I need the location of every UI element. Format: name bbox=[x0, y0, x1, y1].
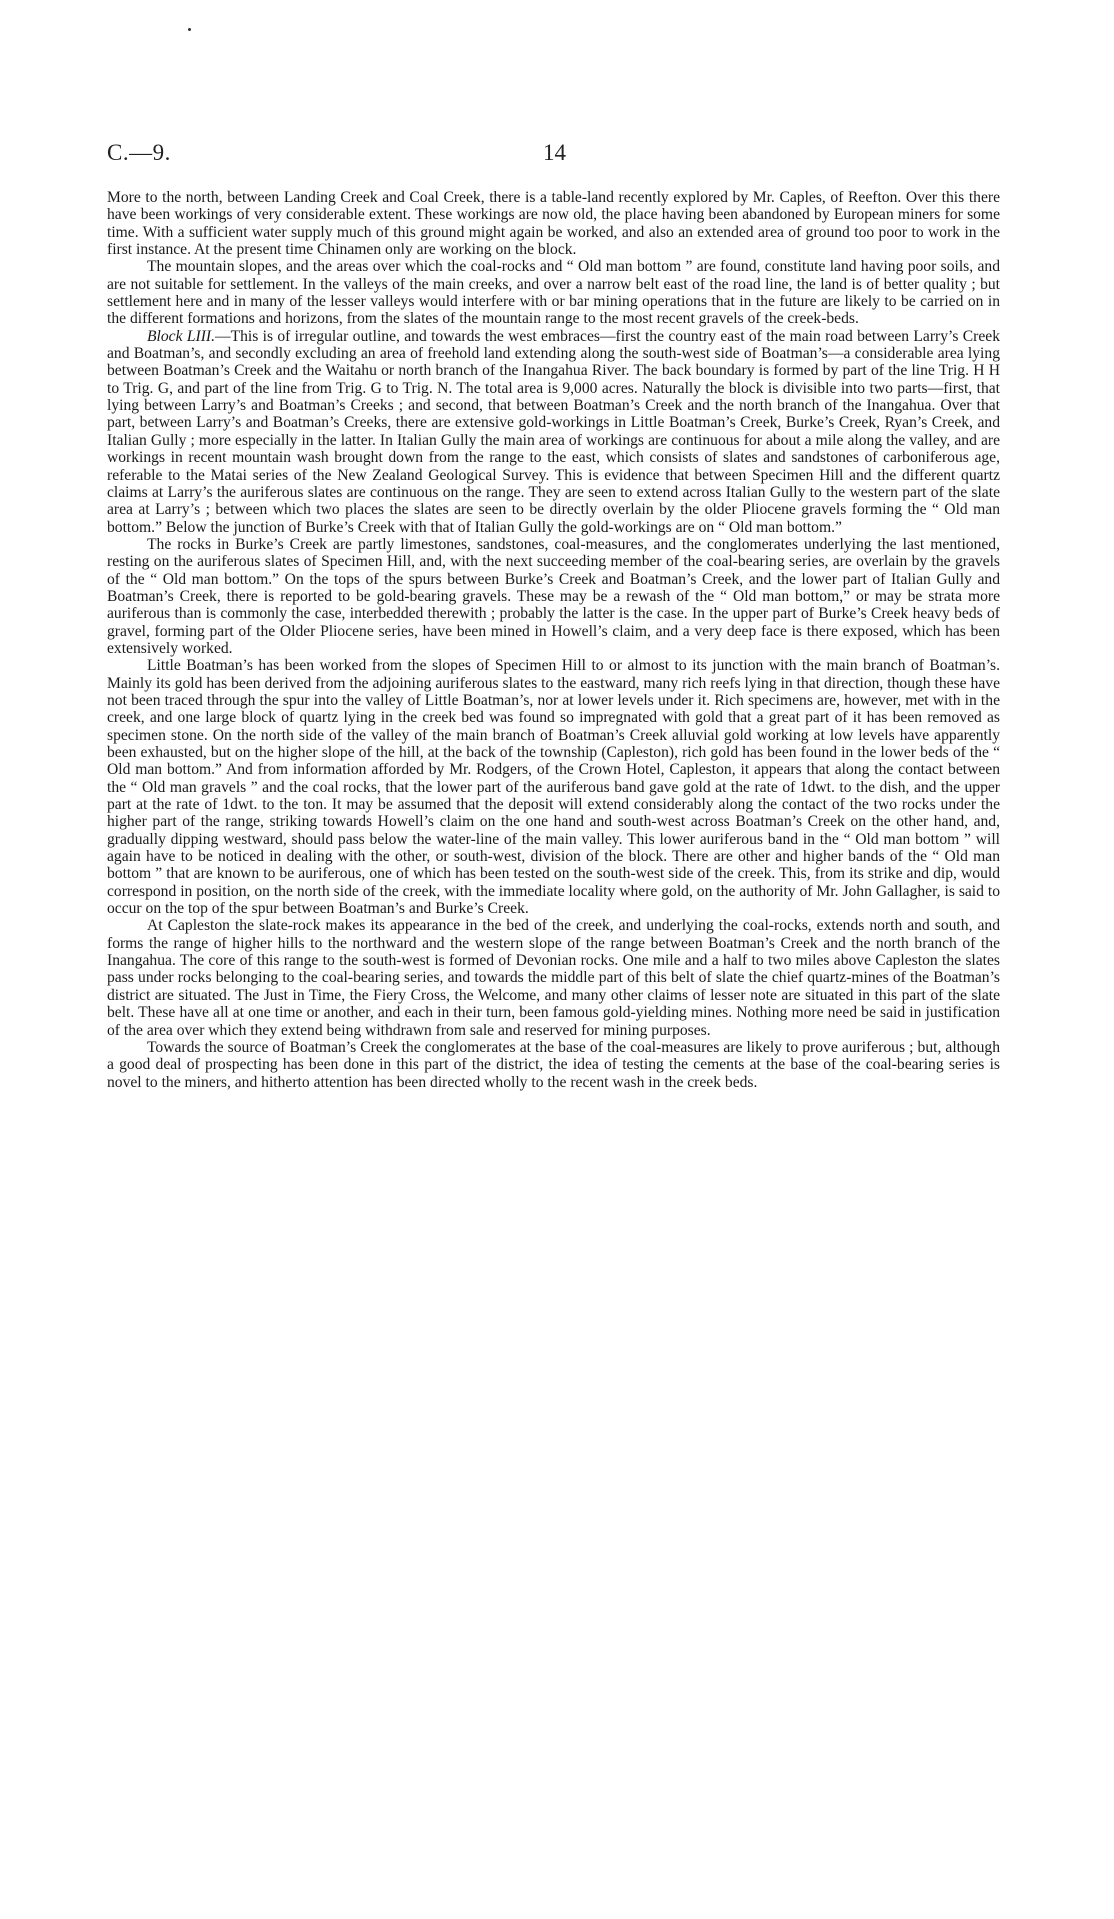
paragraph-little-boatmans: Little Boatman’s has been worked from the slopes of Specimen Hill to or almost to its junction with the main branch of Boatman’s. Mainly its gold has been derived from the adjoining auriferous slates to the eastward, many rich reefs lying in that direction, though these have not been traced through the spur into the valley of Little Boatman’s, nor at lower levels under it. Rich specimens are, however, met with in the creek, and one large block of quartz lying in the creek bed was found so impregnated with gold that a great part of it has been removed as specimen stone. On the north side of the valley of the main branch of Boatman’s Creek alluvial gold working at low levels have apparently been exhausted, but on the higher slope of the hill, at the back of the township (Capleston), rich gold has been found in the lower beds of the “ Old man bottom.” And from information afforded by Mr. Rodgers, of the Crown Hotel, Capleston, it appears that along the contact between the “ Old man gravels ” and the coal rocks, that the lower part of the auriferous band gave gold at the rate of 1dwt. to the dish, and the upper part at the rate of 1dwt. to the ton. It may be assumed that the deposit will extend considerably along the contact of the two rocks under the higher part of the range, striking towards Howell’s claim on the one hand and south-west across Boatman’s Creek on the other hand, and, gradually dipping westward, should pass below the water-line of the main valley. This lower auriferous band in the “ Old man bottom ” will again have to be noticed in dealing with the other, or south-west, division of the block. There are other and higher bands of the “ Old man bottom ” that are known to be auriferous, one of which has been tested on the south-west side of the creek. This, from its strike and dip, would correspond in position, on the north side of the creek, with the immediate locality where gold, on the authority of Mr. John Gallagher, is said to occur on the top of the spur between Boatman’s and Burke’s Creek. bbox=[107, 657, 1000, 918]
paragraph-burkes-creek: The rocks in Burke’s Creek are partly limestones, sandstones, coal-measures, and the conglomerates underlying the last mentioned, resting on the auriferous slates of Specimen Hill, and, with the next succeeding member of the coal-bearing series, are overlain by the gravels of the “ Old man bottom.” On the tops of the spurs between Burke’s Creek and Boatman’s Creek, and the lower part of Italian Gully and Boatman’s Creek, there is reported to be gold-bearing gravels. These may be a rewash of the “ Old man bottom,” or may be strata more auriferous than is commonly the case, interbedded therewith ; probably the latter is the case. In the upper part of Burke’s Creek heavy beds of gravel, forming part of the Older Pliocene series, have been mined in Howell’s claim, and a very deep face is there exposed, which has been extensively worked. bbox=[107, 535, 1000, 657]
paragraph-block-liii bbox=[107, 328, 1000, 536]
paragraph-table-land: More to the north, between Landing Creek and Coal Creek, there is a table-land recently explored by Mr. Caples, of Reefton. Over this there have been workings of very considerable extent. These workings are now old, the place having been abandoned by European miners for some time. With a sufficient water supply much of this ground might again be worked, and also an extended area of ground too poor to work in the first instance. At the present time Chinamen only are working on the block. bbox=[107, 189, 1000, 259]
print-speck bbox=[188, 28, 191, 31]
block-heading: Block LIII. bbox=[147, 327, 215, 345]
block-description: —This is of irregular outline, and towards the west embraces—first the country east of the main road between Larry’s Creek and Boatman’s, and secondly excluding an area of freehold land extending along the south-west side of Boatman’s—a considerable area lying between Boatman’s Creek and the Waitahu or north branch of the Inangahua River. The back boundary is formed by part of the line Trig. H H to Trig. G, and part of the line from Trig. G to Trig. N. The total area is 9,000 acres. Naturally the block is divisible into two parts—first, that lying between Larry’s and Boatman’s Creeks ; and second, that between Boatman’s Creek and the north branch of the Inangahua. Over that part, between Larry’s and Boatman’s Creeks, there are extensive gold-workings in Little Boatman’s Creek, Burke’s Creek, Ryan’s Creek, and Italian Gully ; more especially in the latter. In Italian Gully the main area of workings are continuous for about a mile along the valley, and are workings in recent mountain wash brought down from the range to the east, which consists of slates and sandstones of carboniferous age, referable to the Matai series of the New Zealand Geological Survey. This is evidence that between Specimen Hill and the different quartz claims at Larry’s the auriferous slates are continuous on the range. They are seen to extend across Italian Gully to the western part of the slate area at Larry’s ; between which two places the slates are seen to be directly overlain by the older Pliocene gravels forming the “ Old man bottom.” Below the junction of Burke’s Creek with that of Italian Gully the gold-workings are on “ Old man bottom.” bbox=[107, 327, 1001, 536]
page-number: 14 bbox=[543, 140, 566, 165]
paragraph-mountain-slopes: The mountain slopes, and the areas over which the coal-rocks and “ Old man bottom ” are found, constitute land having poor soils, and are not suitable for settlement. In the valleys of the main creeks, and over a narrow belt east of the road line, the land is of better quality ; but settlement here and in many of the lesser valleys would interfere with or bar mining operations that in the future are likely to be carried on in the different formations and horizons, from the slates of the mountain range to the most recent gravels of the creek-beds. bbox=[107, 258, 1000, 328]
paragraph-source-of-creek: Towards the source of Boatman’s Creek the conglomerates at the base of the coal-measures are likely to prove auriferous ; but, although a good deal of prospecting has been done in this part of the district, the idea of testing the cements at the base of the coal-bearing series is novel to the miners, and hitherto attention has been directed wholly to the recent wash in the creek beds. bbox=[107, 1038, 1000, 1091]
document-code: C.—9. bbox=[107, 140, 171, 165]
paragraph-capleston: At Capleston the slate-rock makes its appearance in the bed of the creek, and underlying the coal-rocks, extends north and south, and forms the range of higher hills to the northward and the western slope of the range between Boatman’s Creek and the north branch of the Inangahua. The core of this range to the south-west is formed of Devonian rocks. One mile and a half to two miles above Capleston the slates pass under rocks belonging to the coal-bearing series, and towards the middle part of this belt of slate the chief quartz-mines of the Boatman’s district are situated. The Just in Time, the Fiery Cross, the Welcome, and many other claims of lesser note are situated in this part of the slate belt. These have all at one time or another, and each in their turn, been famous gold-yielding mines. Nothing more need be said in justification of the area over which they extend being withdrawn from sale and reserved for mining purposes. bbox=[107, 917, 1000, 1039]
body-text bbox=[107, 189, 1000, 1091]
